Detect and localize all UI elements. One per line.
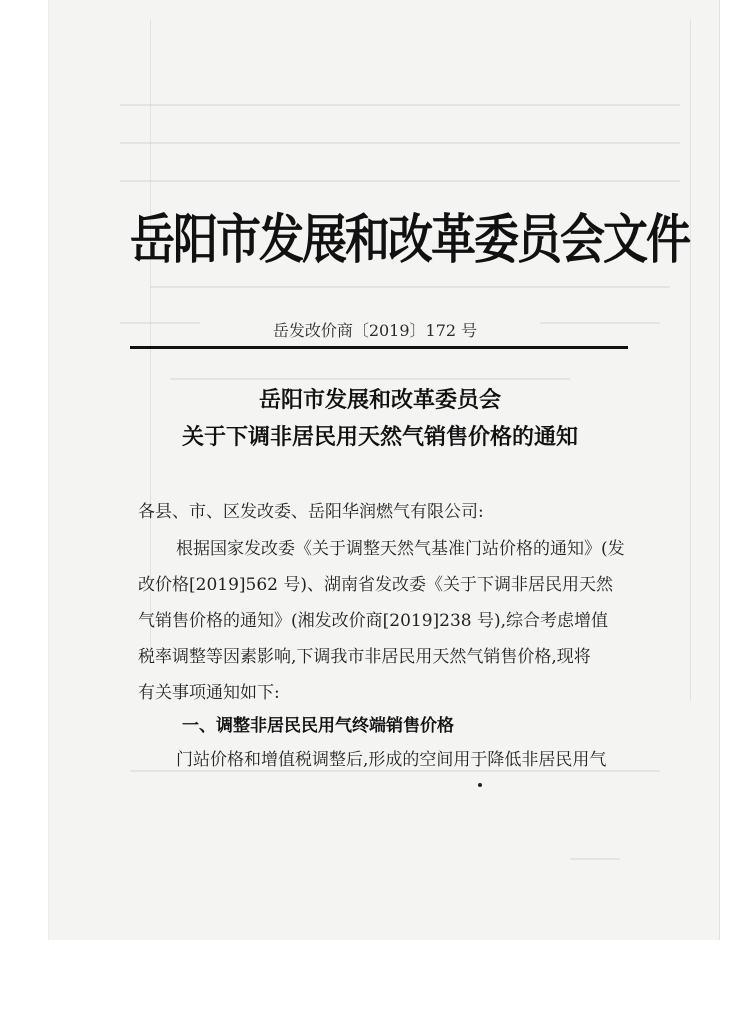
paragraph-line: 有关事项通知如下: bbox=[138, 683, 280, 703]
masthead-rule bbox=[130, 346, 628, 349]
document-number: 岳发改价商〔2019〕172 号 bbox=[272, 321, 478, 340]
scan-speck bbox=[478, 783, 482, 787]
addressee: 各县、市、区发改委、岳阳华润燃气有限公司: bbox=[138, 502, 484, 522]
notice-title-line2: 关于下调非居民用天然气销售价格的通知 bbox=[181, 424, 578, 450]
bleed-through-line bbox=[540, 322, 660, 324]
document-masthead: 岳阳市发展和改革委员会文件 bbox=[130, 207, 690, 271]
bleed-through-line bbox=[570, 858, 620, 860]
fold-line bbox=[150, 20, 151, 660]
section-heading: 一、调整非居民民用气终端销售价格 bbox=[182, 716, 454, 736]
bleed-through-line bbox=[170, 378, 570, 380]
paper-sheet bbox=[48, 0, 720, 940]
bleed-through-line bbox=[130, 770, 660, 772]
paragraph-line: 气销售价格的通知》(湘发改价商[2019]238 号),综合考虑增值 bbox=[138, 611, 609, 631]
paragraph-line: 税率调整等因素影响,下调我市非居民用天然气销售价格,现将 bbox=[138, 647, 591, 667]
bleed-through-line bbox=[120, 104, 680, 106]
bleed-through-line bbox=[120, 142, 680, 144]
bleed-through-line bbox=[120, 180, 680, 182]
bleed-through-line bbox=[120, 322, 200, 324]
paragraph-line: 根据国家发改委《关于调整天然气基准门站价格的通知》(发 bbox=[176, 539, 625, 559]
paragraph-line: 门站价格和增值税调整后,形成的空间用于降低非居民用气 bbox=[176, 750, 607, 770]
fold-line bbox=[690, 20, 691, 700]
notice-title-line1: 岳阳市发展和改革委员会 bbox=[258, 387, 501, 413]
paragraph-line: 改价格[2019]562 号)、湖南省发改委《关于下调非居民用天然 bbox=[138, 575, 614, 595]
bleed-through-line bbox=[150, 286, 670, 288]
